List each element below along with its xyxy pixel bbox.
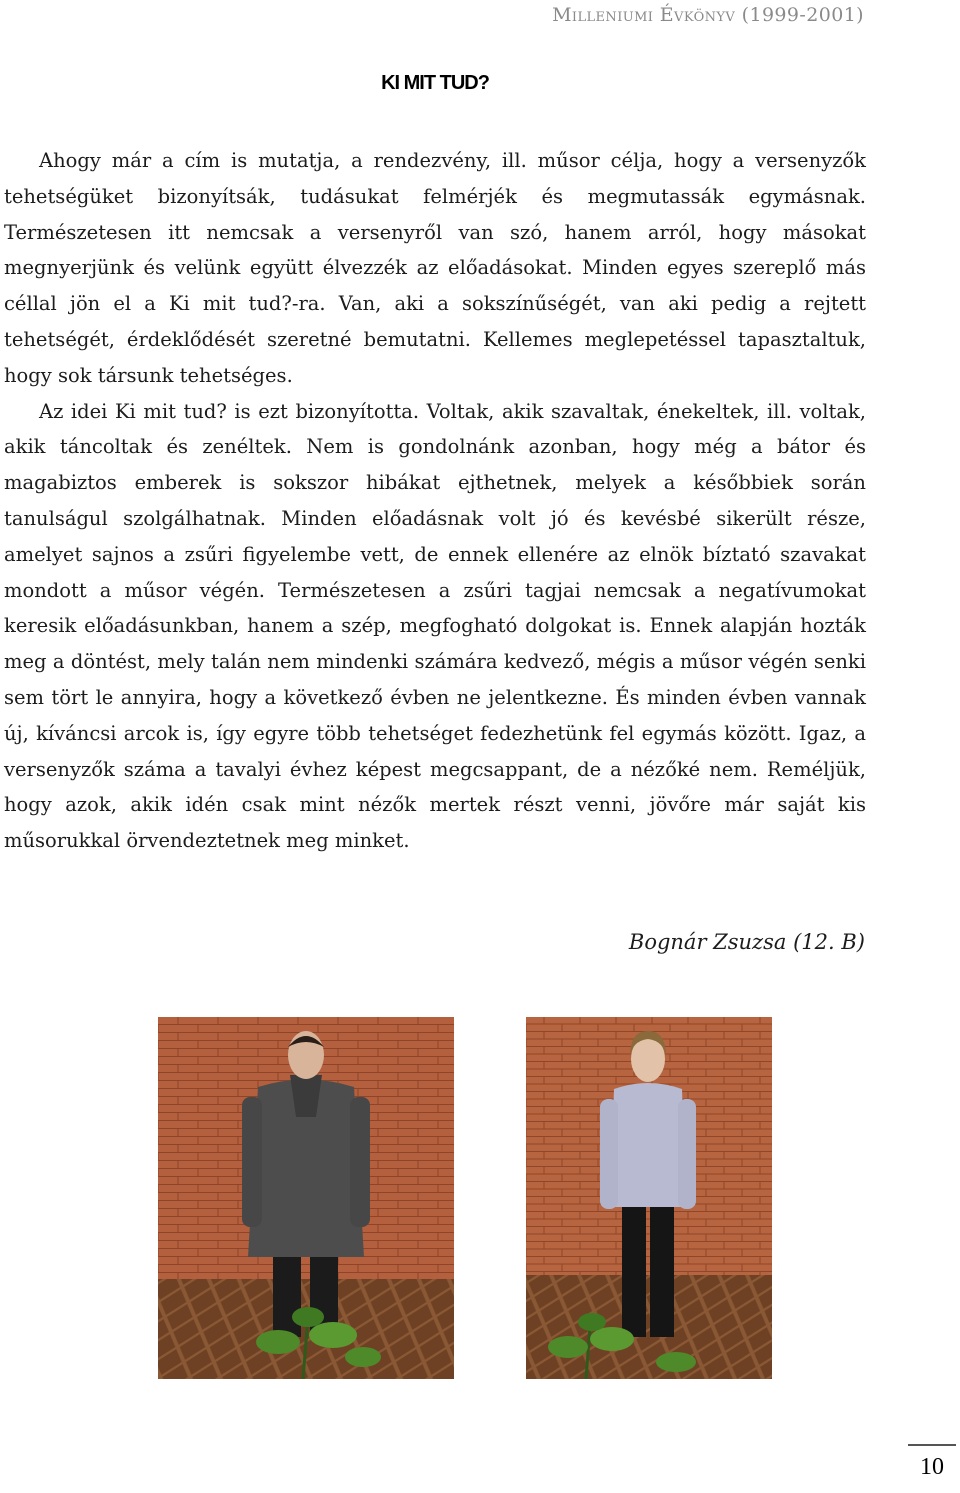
author-signature: Bognár Zsuzsa (12. B) <box>628 930 865 954</box>
photo-female-contestant <box>526 1017 772 1379</box>
paragraph: Ahogy már a cím is mutatja, a rendezvény, ill. műsor célja, hogy a versenyzők tehetségüket bizonyítsák, tudásukat felmérjék és megmutassák egymásnak. Természetesen itt nemcsak a versenyről van szó, hanem arról, hogy másokat megnyerjünk és velünk együtt élvezzék az előadásokat. Minden egyes szereplő más céllal jön el a Ki mit tud?-ra. Van, aki a sokszínűségét, van aki pedig a rejtett tehetségét, érdeklődését szeretné bemutatni. Kellemes meglepetéssel tapasztaltuk, hogy sok társunk tehetséges. <box>4 149 866 387</box>
page-number: 10 <box>908 1444 956 1486</box>
article-title: KI MIT TUD? <box>381 72 489 94</box>
running-header <box>552 4 864 26</box>
running-title: Milleniumi Évkönyv (1999-2001) <box>552 4 864 26</box>
paragraph: Az idei Ki mit tud? is ezt bizonyította. Voltak, akik szavaltak, énekeltek, ill. voltak, akik táncoltak és zenéltek. Nem is gondolnánk azonban, hogy még a bátor és magabiztos emberek is sokszor hibákat ejthetnek, melyek a későbbiek során tanulságul szolgálhatnak. Minden előadásnak volt jó és kevésbé sikerült része, amelyet sajnos a zsűri figyelembe vett, de ennek ellenére az elnök bíztató szavakat mondott a műsor végén. Természetesen a zsűri tagjai nemcsak a negatívumokat keresik előadásunkban, hanem a szép, megfogható dolgokat is. Ennek alapján hozták meg a döntést, mely talán nem mindenki számára kedvező, mégis a műsor végén senki sem tört le annyira, hogy a következő évben ne jelentkezne. És minden évben vannak új, kíváncsi arcok is, így egyre több tehetséget fedezhetünk fel egymás között. Igaz, a versenyzők száma a tavalyi évhez képest megcsappant, de a nézőké nem. Reméljük, hogy azok, akik idén csak mint nézők mertek részt venni, jövőre már saját kis műsorukkal örvendeztetnek meg minket. <box>4 399 866 853</box>
article-body <box>4 143 866 859</box>
photo-male-contestant <box>158 1017 454 1379</box>
